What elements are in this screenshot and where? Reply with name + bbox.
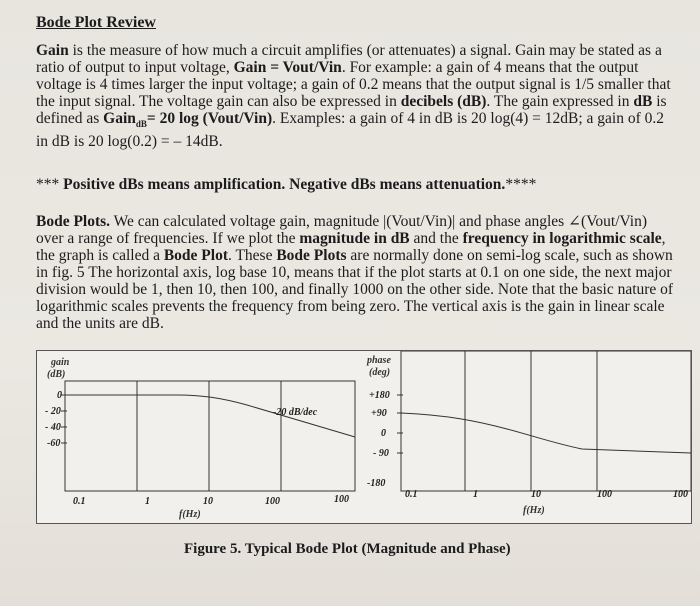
- gain-text-1: is the measure of how much a circuit amplifies (or attenuates) a signal. Gain may be stated as a ratio of output to input voltage,: [36, 42, 662, 76]
- phase-ytick-label: - 90: [373, 448, 389, 459]
- figure-caption: Figure 5. Typical Bode Plot (Magnitude and Phase): [184, 541, 511, 557]
- mag-annotation: -20 dB/dec: [273, 407, 318, 418]
- mag-ytick-label: - 40: [45, 422, 61, 433]
- db-term: dB: [633, 93, 653, 110]
- gain-paragraph: [36, 42, 676, 150]
- phase-xtick-label: 100: [673, 489, 688, 500]
- bode-figure: [36, 350, 692, 524]
- gain-text-4: is defined as: [36, 93, 667, 127]
- mag-ytick-label: 0: [57, 390, 62, 401]
- phase-xlabel: f(Hz): [523, 505, 545, 516]
- phase-ytick-label: -180: [367, 478, 386, 489]
- phase-xtick-label: 10: [531, 489, 541, 500]
- bode-plot-svg: [37, 351, 691, 523]
- phase-xtick-label: 1: [473, 489, 478, 500]
- phase-ylabel: phase: [367, 355, 391, 366]
- mag-ylabel: gain: [51, 357, 70, 368]
- phase-ytick-label: +180: [369, 390, 390, 401]
- gain-formula: Gain = Vout/Vin: [233, 59, 342, 76]
- bode-plots-heading: Bode Plots.: [36, 213, 111, 230]
- phase-plot-frame: [401, 351, 691, 491]
- mag-xtick-label: 0.1: [73, 496, 86, 507]
- decibels-term: decibels (dB): [400, 93, 487, 110]
- mag-ylabel-unit: (dB): [47, 369, 66, 380]
- mag-xtick-label: 1: [145, 496, 150, 507]
- mag-xtick-label: 100: [334, 494, 349, 505]
- gain-text-5: . Examples: a gain of 4 in dB is 20 log(4) = 12dB; a gain of 0.2 in dB is 20 log(0.2) = – 14dB.: [36, 110, 665, 151]
- mag-xtick-label: 100: [265, 496, 280, 507]
- gain-db-term: Gain$_{dB}$= 20 log (Vout/Vin): [103, 110, 273, 130]
- phase-ylabel-unit: (deg): [369, 367, 391, 378]
- phase-ytick-label: +90: [371, 408, 387, 419]
- phase-xtick-label: 100: [597, 489, 612, 500]
- mag-xtick-label: 10: [203, 496, 213, 507]
- positive-negative-note: *** Positive dBs means amplification. Negative dBs means attenuation.****: [36, 176, 537, 193]
- gain-text-2: . For example: a gain of 4 means that the output voltage is 4 times larger the input voltage; a gain of 0.2 means that the output signal is 1/5 smaller that the input signal. The voltage gain can also be expressed in: [36, 59, 671, 110]
- mag-ytick-label: -60: [47, 438, 61, 449]
- gain-term: Gain: [36, 42, 69, 59]
- phase-ytick-label: 0: [381, 428, 386, 439]
- bode-paragraph: Bode Plots. We can calculated voltage gain, magnitude |(Vout/Vin)| and phase angles ∠(Vout/Vin) over a range of frequencies. If we plot the magnitude in dB and the frequency in logarithmic scale, the graph is called a Bode Plot. These Bode Plots are normally done on semi-log scale, such as shown in fig. 5 The horizontal axis, log base 10, means that if the plot starts at 0.1 on one side, the next major division would be 1, then 10, then 100, and finally 1000 on the other side. Note that the basic nature of logarithmic scales prevents the frequency from being zero. The vertical axis is the gain in linear scale and the units are dB.: [36, 213, 674, 332]
- page-title: Bode Plot Review: [36, 14, 156, 31]
- phase-curve: [401, 413, 691, 453]
- amplification-note: Positive dBs means amplification. Negative dBs means attenuation.: [63, 176, 506, 193]
- mag-ytick-label: - 20: [45, 406, 61, 417]
- phase-xtick-label: 0.1: [405, 489, 418, 500]
- gain-text-3: . The gain expressed in: [486, 93, 634, 110]
- mag-xlabel: f(Hz): [179, 509, 201, 520]
